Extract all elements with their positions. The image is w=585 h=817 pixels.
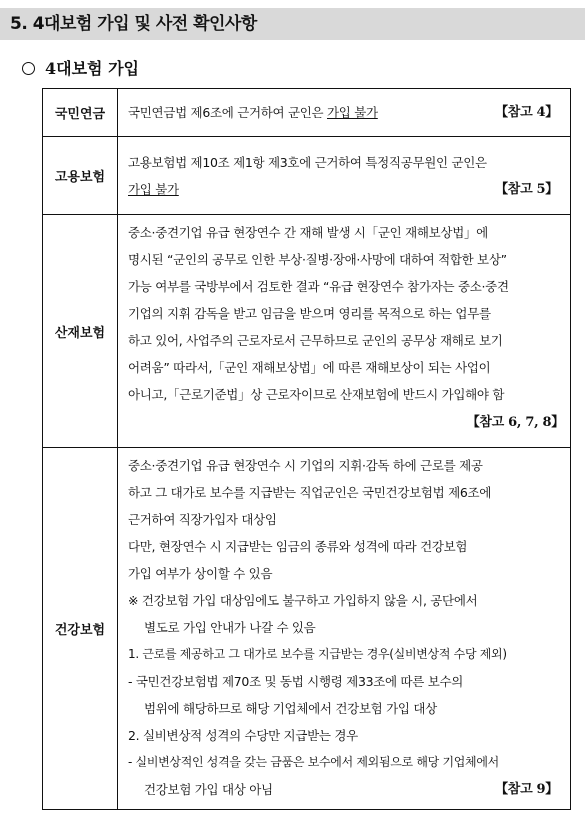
subtitle-text: 4대보험 가입	[45, 59, 139, 78]
text-line: 가입 여부가 상이할 수 있음	[128, 566, 273, 581]
section-title: 5. 4대보험 가입 및 사전 확인사항	[0, 8, 585, 40]
employment-underlined: 가입 불가	[128, 181, 179, 197]
employment-text: 고용보험법 제10조 제1항 제3호에 근거하여 특정직공무원인 군인은	[128, 154, 487, 170]
text-line: 가능 여부를 국방부에서 검토한 결과 “유급 현장연수 참가자는 중소·중견	[128, 279, 509, 294]
text-line: 근거하여 직장가입자 대상임	[128, 512, 277, 527]
table-row-employment	[43, 137, 571, 215]
table-row-industrial	[43, 215, 571, 448]
row-label: 건강보험	[43, 448, 118, 810]
reference-label: 【참고 6, 7, 8】	[466, 415, 564, 430]
text-line: 어려움” 따라서,「군인 재해보상법」에 따른 재해보상이 되는 사업이	[128, 360, 491, 375]
text-line: ※ 건강보험 가입 대상임에도 불구하고 가입하지 않을 시, 공단에서	[128, 593, 478, 608]
table-row-health	[43, 448, 571, 810]
pension-text: 국민연금법 제6조에 근거하여 군인은	[128, 105, 324, 120]
text-line: 아니고,「근로기준법」상 근로자이므로 산재보험에 반드시 가입해야 함	[128, 387, 505, 402]
text-line: 다만, 현장연수 시 지급받는 임금의 종류와 성격에 따라 건강보험	[128, 539, 468, 554]
subtitle	[22, 56, 139, 79]
row-label: 산재보험	[43, 215, 118, 448]
text-line: 건강보험 가입 대상 아님	[144, 782, 273, 797]
row-label: 국민연금	[43, 89, 118, 137]
text-line: 기업의 지휘 감독을 받고 임금을 받으며 영리를 목적으로 하는 업무를	[128, 306, 491, 321]
reference-label: 【참고 9】	[495, 782, 558, 797]
insurance-table	[42, 88, 571, 810]
text-line: - 국민건강보험법 제70조 및 동법 시행령 제33조에 따른 보수의	[128, 674, 464, 689]
circle-bullet-icon	[22, 62, 35, 75]
text-line: 범위에 해당하므로 해당 기업체에서 건강보험 가입 대상	[144, 701, 437, 716]
reference-label: 【참고 5】	[495, 181, 558, 197]
text-line: 명시된 “군인의 공무로 인한 부상·질병·장애·사망에 대하여 적합한 보상”	[128, 252, 507, 267]
table-row-pension	[43, 89, 571, 137]
text-line: 하고 그 대가로 보수를 지급받는 직업군인은 국민건강보험법 제6조에	[128, 485, 492, 500]
text-line: 중소·중견기업 유급 현장연수 시 기업의 지휘·감독 하에 근로를 제공	[128, 458, 483, 473]
text-line: 중소·중견기업 유급 현장연수 간 재해 발생 시「군인 재해보상법」에	[128, 225, 488, 240]
reference-label: 【참고 4】	[495, 105, 558, 120]
text-line: 별도로 가입 안내가 나갈 수 있음	[144, 620, 316, 635]
pension-underlined: 가입 불가	[327, 105, 378, 120]
text-line: 1. 근로를 제공하고 그 대가로 보수를 지급받는 경우(실비변상적 수당 제외)	[128, 647, 507, 661]
text-line: 하고 있어, 사업주의 근로자로서 근무하므로 군인의 공무상 재해로 보기	[128, 333, 503, 348]
text-line: - 실비변상적인 성격을 갖는 금품은 보수에서 제외됨으로 해당 기업체에서	[128, 755, 499, 769]
row-label: 고용보험	[43, 137, 118, 215]
text-line: 2. 실비변상적 성격의 수당만 지급받는 경우	[128, 728, 358, 743]
